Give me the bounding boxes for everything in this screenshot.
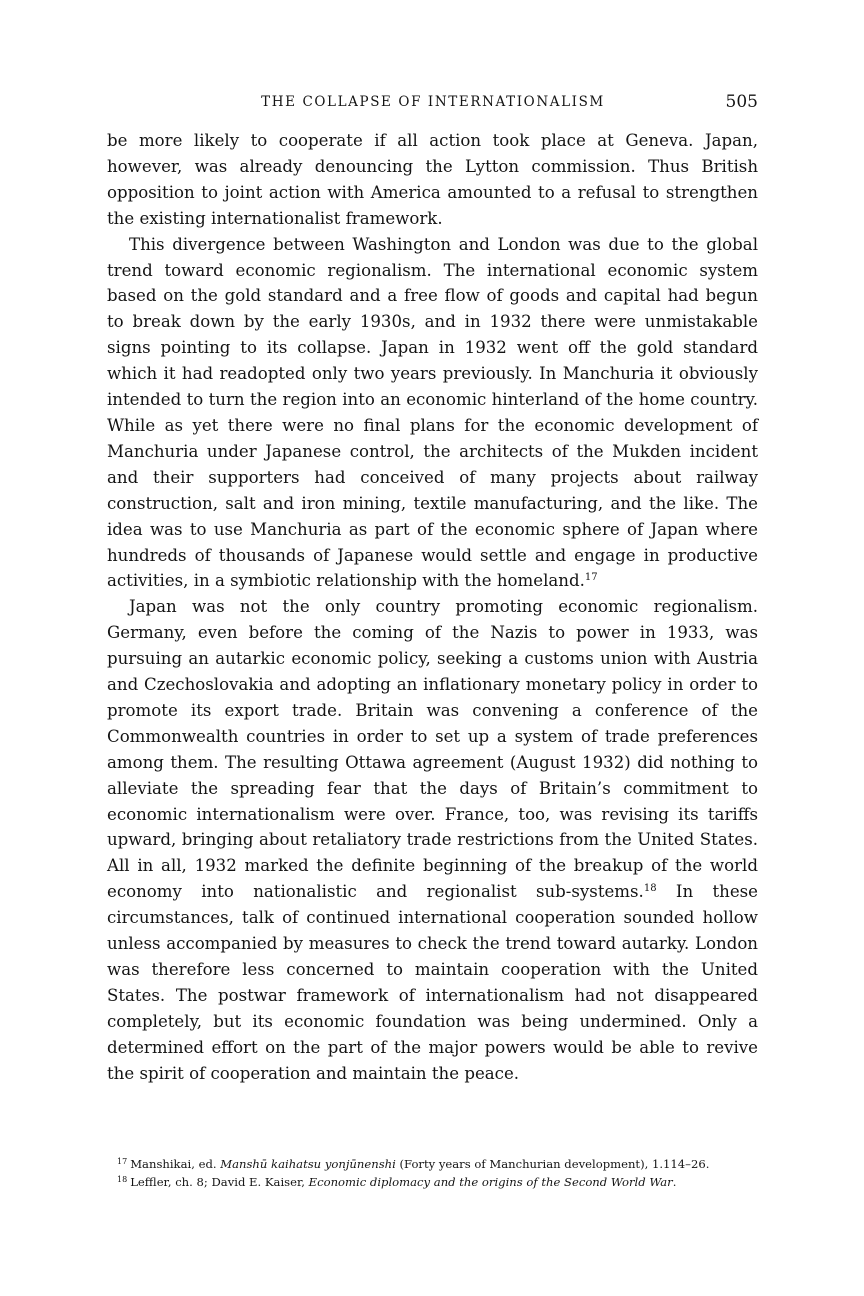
footnote	[107, 1173, 758, 1191]
paragraph-text: In these circumstances, talk of continued international cooperation sounded hollow unless accompanied by measures to check the trend toward autarky. London was therefore less concerned to maintain cooperation with the United States. The postwar framework of internationalism had not disappeared completely, but its economic foundation was being undermined. Only a determined effort on the part of the major powers would be able to revive the spirit of cooperation and maintain the peace.	[107, 882, 758, 1083]
footnote-text: Leffler, ch. 8; David E. Kaiser,	[130, 1175, 309, 1189]
paragraph-text: be more likely to cooperate if all action took place at Geneva. Japan, however, was already denouncing the Lytton commission. Thus British opposition to joint action with America amounted to a refusal to strengthen the existing internationalist framework.	[107, 131, 758, 228]
footnote-text: .	[672, 1175, 677, 1189]
footnote-reference: 18	[643, 883, 657, 895]
footnote	[107, 1155, 758, 1173]
body-paragraph	[107, 128, 758, 232]
citation-title: Manshū kaihatsu yonjūnenshi	[220, 1157, 396, 1171]
footnote-text: (Forty years of Manchurian development), 1.114–26.	[395, 1157, 710, 1171]
footnote-text: Manshikai, ed.	[130, 1157, 221, 1171]
body-text	[107, 128, 758, 1087]
citation-title: Economic diplomacy and the origins of the Second World War	[308, 1175, 673, 1189]
body-paragraph	[107, 232, 758, 595]
page-number: 505	[725, 92, 758, 112]
running-head	[108, 92, 758, 114]
footnote-reference: 17	[584, 572, 598, 584]
footnote-number: 17	[117, 1157, 128, 1166]
paragraph-text: Japan was not the only country promoting economic regionalism. Germany, even before the coming of the Nazis to power in 1933, was pursuing an autarkic economic policy, seeking a customs union with Austria and Czechoslovakia and adopting an inflationary monetary policy in order to promote its export trade. Britain was convening a conference of the Commonwealth countries in order to set up a system of trade preferences among them. The resulting Ottawa agreement (August 1932) did nothing to alleviate the spreading fear that the days of Britain’s commitment to economic internationalism were over. France, too, was revising its tariffs upward, bringing about retaliatory trade restrictions from the United States. All in all, 1932 marked the definite beginning of the breakup of the world economy into nationalistic and regionalist sub-systems.	[107, 597, 758, 902]
running-title: THE COLLAPSE OF INTERNATIONALISM	[261, 94, 605, 110]
footnote-number: 18	[117, 1175, 128, 1184]
footnotes	[107, 1155, 758, 1191]
body-paragraph	[107, 594, 758, 1086]
paragraph-text: This divergence between Washington and London was due to the global trend toward economic regionalism. The international economic system based on the gold standard and a free flow of goods and capital had begun to break down by the early 1930s, and in 1932 there were unmistakable signs pointing to its collapse. Japan in 1932 went off the gold standard which it had readopted only two years previously. In Manchuria it obviously intended to turn the region into an economic hinterland of the home country. While as yet there were no final plans for the economic development of Manchuria under Japanese control, the architects of the Mukden incident and their supporters had conceived of many projects about railway construction, salt and iron mining, textile manufacturing, and the like. The idea was to use Manchuria as part of the economic sphere of Japan where hundreds of thousands of Japanese would settle and engage in productive activities, in a symbiotic relationship with the homeland.	[107, 234, 758, 591]
